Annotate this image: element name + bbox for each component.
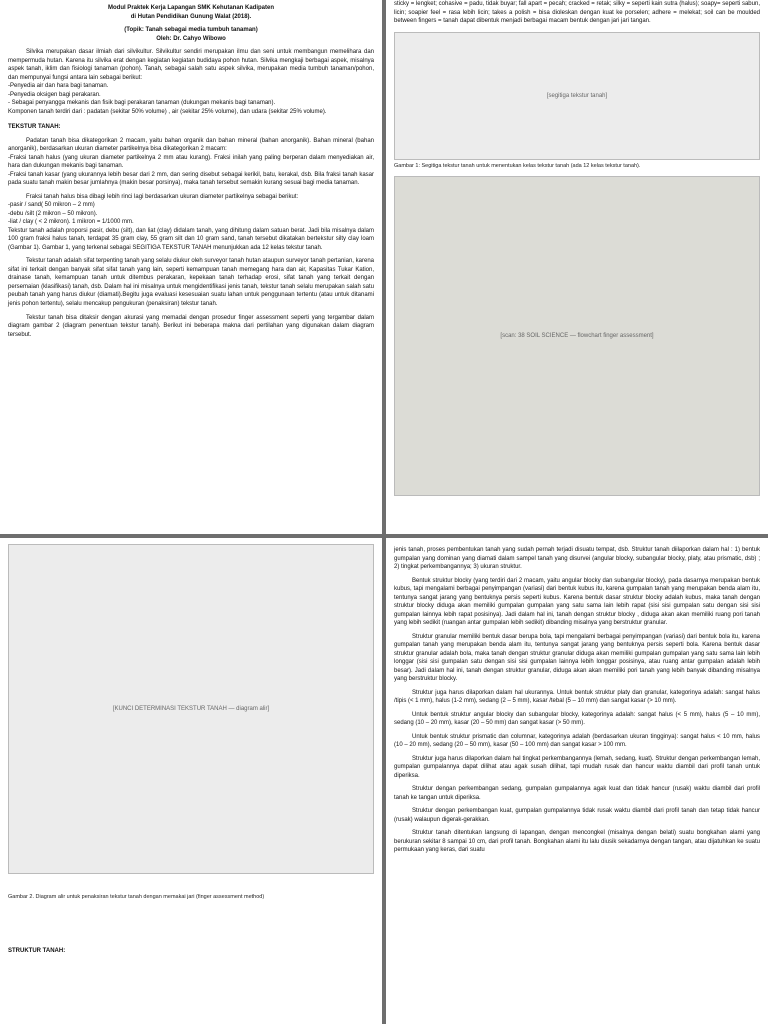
figure-label: [KUNCI DETERMINASI TEKSTUR TANAH — diagram alir] — [112, 706, 270, 712]
paragraph: Struktur dengan perkembangan kuat, gumpalan gumpalannya tidak rusak waktu diambil dari profil tanah dan tetap tidak hancur (rusak) walaupun digerak-gerakkan. — [394, 808, 760, 823]
module-title: Modul Praktek Kerja Lapangan SMK Kehutanan Kadipaten — [107, 5, 275, 11]
paragraph: Struktur tanah ditentukan langsung di lapangan, dengan mencongkel (misalnya dengan belati) suatu bongkahan alami yang berukuran sekitar 8 sampai 10 cm, dari profil tanah. Bongkahan alami itu lalu diusik sekadarnya dengan tangan, atau dijatuhkan ke suatu permukaan yang keras, dari suatu — [394, 830, 760, 854]
paragraph: Padatan tanah bisa dikategorikan 2 macam, yaitu bahan organik dan bahan mineral (bahan anorganik). Bahan mineral (bahan anorganik), berdasarkan ukuran diameter partikelnya bisa dikategorikan 2 macam: — [8, 137, 374, 153]
figure-caption: Gambar 2. Diagram alir untuk penaksiran tekstur tanah dengan memakai jari (finger assessment method) — [8, 894, 265, 900]
soil-science-scan-figure — [394, 176, 760, 496]
section-heading: TEKSTUR TANAH: — [8, 124, 61, 131]
paragraph: Fraksi tanah halus bisa dibagi lebih rinci lagi berdasarkan ukuran diameter partikelnya sebagai berikut: — [26, 193, 299, 200]
list-item: -liat / clay ( < 2 mikron). 1 mikron = 1/1000 mm. — [8, 219, 134, 226]
list-item: -debu /silt (2 mikron – 50 mikron). — [8, 210, 98, 217]
paragraph: jenis tanah, proses pembentukan tanah yang sudah pernah terjadi disuatu tempat, dsb. Struktur tanah diilaporkan dalam hal : 1) bentuk gumpalan yang dominan yang diamati dalam sampel tanah yang disurvei (angular blocky, subangular blocky, platy, atau prismatic, dsb) ; 2) tingkat perkembangannya; 3) ukuran struktur. — [394, 547, 760, 571]
figure-caption: Gambar 1: Segitiga tekstur tanah untuk menentukan kelas tekstur tanah (ada 12 kelas tekstur tanah). — [394, 162, 641, 169]
paragraph: Tekstur tanah adalah proporsi pasir, debu (silt), dan liat (clay) didalam tanah, yang dihitung dalam satuan berat. Jadi bila misalnya dalam 100 gram fraksi halus tanah, terdapat 35 gram clay, 55 gram silt dan 10 gram sand, tanah tersebut dikatakan bertekstur silty clay loam (Gambar 1). Gambar 1, yang terkenal sebagai SEGITIGA TEKSTUR TANAH menunjukkan ada 12 kelas tekstur tanah. — [8, 227, 374, 251]
paragraph: -Fraksi tanah halus (yang ukuran diameter partikelnya 2 mm atau kurang). Fraksi inilah yang paling berperan dalam menyediakan air, hara dan dukungan mekanis bagi tanaman. — [8, 154, 374, 170]
section-heading: STRUKTUR TANAH: — [8, 947, 66, 954]
paragraph: Struktur juga harus dilaporkan dalam hal tingkat perkembangannya (lemah, sedang, kuat). Struktur dengan perkembangan lemah, gumpalan gumpalannya dapat dilihat atau agak susah dilihat, tapi mudah rusak dan hancur waktu diambil dari profil tanah untuk diperiksa. — [394, 755, 760, 779]
list-item: - Sebagai penyangga mekanis dan fisik bagi perakaran tanaman (dukungan mekanis bagi tanaman). — [8, 100, 276, 107]
paragraph: Komponen tanah terdiri dari : padatan (sekitar 50% volume) , air (sekitar 25% volume), dan udara (sekitar 25% volume). — [8, 108, 327, 115]
paragraph: Struktur dengan perkembangan sedang, gumpalan gumpalannya agak kuat dan tidak hancur (rusak) waktu diambil dari profil tanah ke tangan untuk diperiksa. — [394, 786, 760, 801]
texture-key-flowchart-figure — [8, 544, 374, 874]
page-1 — [0, 0, 382, 534]
author: Oleh: Dr. Cahyo Wibowo — [156, 35, 226, 42]
paragraph: Struktur granular memiliki bentuk dasar berupa bola, tapi mengalami berbagai penyimpangan (variasi) dari bentuk bola itu, karena gumpalan tanah yang merupakan benda alam itu, tentunya sangat jarang yang bentuknya persis seperti bola. Karena bentuk dasar struktur granular adalah bola, maka tanah dengan struktur granular diduga akan memiliki gumpalan gumpalan yang satu sama lain lebih longgar (sisi sisi gumpalan satu dengan sisi sisi gumpalan lainnya lebih longgar posisinya, atau ruang antar gumpalan adalah lebih besar). Jadi dalam hal ini, tanah dengan struktur granular, diduga akan akan memiliki pori tanah yang lebih banyak dibanding misalnya yang berstruktur blocky. — [394, 633, 760, 683]
texture-triangle-figure — [394, 32, 760, 160]
paragraph: -Fraksi tanah kasar (yang ukurannya lebih besar dari 2 mm, dan sering disebut sebagai kerikil, batu, kerakal, dsb. Bila fraksi tanah kasar pada suatu tanah makin besar jumlahnya (makin besar porsinya), maka tanah tersebut semakin kurang sesuai bagi media tanaman. — [8, 171, 374, 187]
paragraph: Struktur juga harus dilaporkan dalam hal ukurannya. Untuk bentuk struktur platy dan granular, kategorinya adalah: sangat halus /tipis (< 1 mm), halus (1-2 mm), sedang (2 – 5 mm), kasar /tebal (5 – 10 mm) dan sangat kasar (> 10 mm). — [394, 689, 760, 705]
paragraph: Untuk bentuk struktur prismatic dan columnar, kategorinya adalah (berdasarkan ukuran tingginya): sangat halus < 10 mm, halus (10 – 20 mm), sedang (20 – 50 mm), kasar (50 – 100 mm) dan sangat kasar > 100 mm. — [394, 733, 760, 749]
paragraph: Silvika merupakan dasar ilmiah dari silvikultur. Silvikultur sendiri merupakan ilmu dan seni untuk membangun memelihara dan mempermuda hutan. Karena itu silvika erat dengan kegiatan kegiatan budidaya pohon hutan. Silvika mengkaji berbagai aspek, misalnya aspek tanah, iklim dan fisiologi tanaman (pohon). Tanah, sebagai salah satu aspek silvika, merupakan media tumbuh tanaman/pohon, dan mempunyai fungsi antara lain sebagai berikut: — [8, 49, 374, 81]
topic: (Topik: Tanah sebagai media tumbuh tanaman) — [124, 27, 258, 34]
figure-label: [segitiga tekstur tanah] — [546, 92, 608, 99]
list-item: -pasir / sand( 50 mikron – 2 mm) — [8, 202, 95, 209]
paragraph: Tekstur tanah bisa ditaksir dengan akurasi yang memadai dengan prosedur finger assessment seperti yang tergambar dalam diagram gambar 2 (diagram penentuan tekstur tanah). Berikut ini beberapa makna dari pertilahan yang digunakan dalam diagram tersebut. — [8, 314, 374, 338]
list-item: -Penyedia air dan hara bagi tanaman. — [8, 83, 109, 90]
terms-paragraph: sticky = lengket; cohasive = padu, tidak buyar; fall apart = pecah; cracked = retak; silky = seperti kain sutra (halus); soapy= seperti sabun, licin; soapier feel = rasa lebih licin; takes a polish = bisa dioleskan dengan kuat ke porselen; adhere = melekat; soil can be moulded between fingers = tanah dapat dibentuk menjadi berbagai macam bentuk dengan jari jari tangan. — [394, 1, 760, 25]
page-2 — [386, 0, 768, 534]
paragraph: Bentuk struktur blocky (yang terdiri dari 2 macam, yaitu angular blocky dan subangular blocky), pada dasarnya merupakan bentuk kubus, tapi mengalami berbagai penyimpangan (variasi) dari bentuk kubus itu, karena gumpalan tanah yang merupakan benda alam itu, tentunya sangat jarang yang bentuknya persis seperti kubus. Karena bentuk dasar struktur blocky adalah kubus, maka tanah dengan struktur blocky diduga akan memiliki gumpalan gumpalan yang satu sama lain lebih rapat (sisi sisi gumpalan satu dengan sisi sisi gumpalan lainnya lebih rapat posisinya). Jadi dalam hal ini, tanah dengan struktur blocky , diduga akan akan memiliki ruang pori tanah yang lebih sedikit (ruangan antar gumpalan lebih sedikit) dibanding misalnya yang berstruktur granular. — [394, 577, 760, 627]
list-item: -Penyedia oksigen bagi perakaran. — [8, 91, 101, 98]
page-4 — [386, 538, 768, 1024]
paragraph: Tekstur tanah adalah sifat terpenting tanah yang selalu diukur oleh surveyor tanah hutan ataupun surveyor tanah pertanian, karena sifat ini terkait dengan banyak sifat sifat tanah yang lain, seperti kemampuan tanah memegang hara dan air, Kapasitas Tukar Kation, drainase tanah, kemampuan tanah untuk ditembus perakaran, kepekaan tanah terhadap erosi, sifat tanah yang terkait dengan persemaian (klasifikasi) tanah, dsb. Dalam hal ini misalnya untuk mengidentifikasi jenis tanah, tekstur tanah selalu merupakan salah satu peubah tanah yang harus diukur (diamati).Begitu juga evaluasi kesesuaian suatu lahan untuk penggunaan tertentu (atau untuk ditanami jenis pohon tertentu), selalu mencakup pengukuran (penaksiran) tekstur tanah. — [8, 258, 374, 307]
module-subtitle: di Hutan Pendidikan Gunung Walat (2018). — [130, 13, 252, 20]
page-3 — [0, 538, 382, 1024]
figure-label: [scan: 38 SOIL SCIENCE — flowchart finger assessment] — [500, 333, 654, 340]
paragraph: Untuk bentuk struktur angular blocky dan subangular blocky, kategorinya adalah: sangat halus (< 5 mm), halus (5 – 10 mm), sedang (10 – 20 mm), kasar (20 – 50 mm) dan sangat kasar (> 50 mm). — [394, 711, 760, 727]
